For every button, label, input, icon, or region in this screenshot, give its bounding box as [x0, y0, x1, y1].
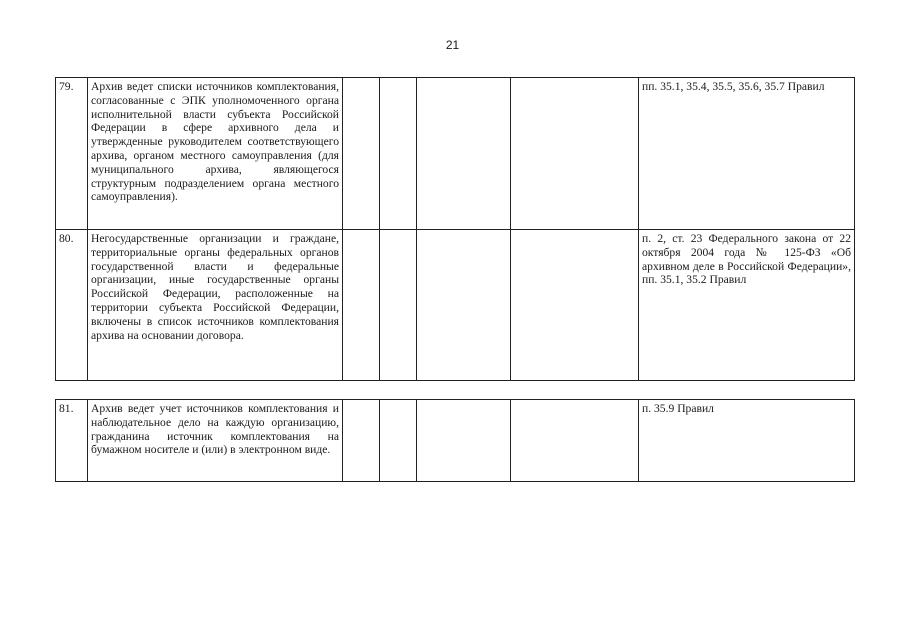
- comment-cell: [511, 400, 639, 482]
- answer-cell-no: [380, 230, 417, 381]
- table-row: [56, 78, 855, 230]
- answer-cell-na: [417, 400, 511, 482]
- page-number: 21: [445, 38, 460, 52]
- table-row: [56, 230, 855, 381]
- answer-cell-no: [380, 78, 417, 230]
- row-number: 79.: [56, 78, 88, 230]
- checklist-table-bottom: [55, 399, 855, 482]
- row-number: 80.: [56, 230, 88, 381]
- answer-cell-na: [417, 78, 511, 230]
- requirement-text: Негосударственные организации и граждане, территориальные органы федеральных органов государственной власти и федеральные организации, иные государственные органы Российской Федерации, расположенные на территории субъекта Российской Федерации, включены в список источников комплектования архива на основании договора.: [88, 230, 343, 381]
- requirement-text: Архив ведет списки источников комплектования, согласованные с ЭПК уполномоченного органа исполнительной власти субъекта Российской Федерации в сфере архивного дела и утвержденные руководителем соответствующего архива, органом местного самоуправления (для муниципального архива, являющегося структурным подразделением органа местного самоуправления).: [88, 78, 343, 230]
- table-row: [56, 400, 855, 482]
- comment-cell: [511, 78, 639, 230]
- answer-cell-no: [380, 400, 417, 482]
- legal-reference: п. 2, ст. 23 Федерального закона от 22 октября 2004 года № 125-ФЗ «Об архивном деле в Российской Федерации», пп. 35.1, 35.2 Правил: [639, 230, 855, 381]
- answer-cell-yes: [343, 230, 380, 381]
- checklist-table-top: [55, 77, 855, 381]
- row-number: 81.: [56, 400, 88, 482]
- requirement-text: Архив ведет учет источников комплектования и наблюдательное дело на каждую организацию, гражданина источник комплектования на бумажном носителе и (или) в электронном виде.: [88, 400, 343, 482]
- legal-reference: п. 35.9 Правил: [639, 400, 855, 482]
- answer-cell-yes: [343, 78, 380, 230]
- answer-cell-na: [417, 230, 511, 381]
- legal-reference: пп. 35.1, 35.4, 35.5, 35.6, 35.7 Правил: [639, 78, 855, 230]
- answer-cell-yes: [343, 400, 380, 482]
- comment-cell: [511, 230, 639, 381]
